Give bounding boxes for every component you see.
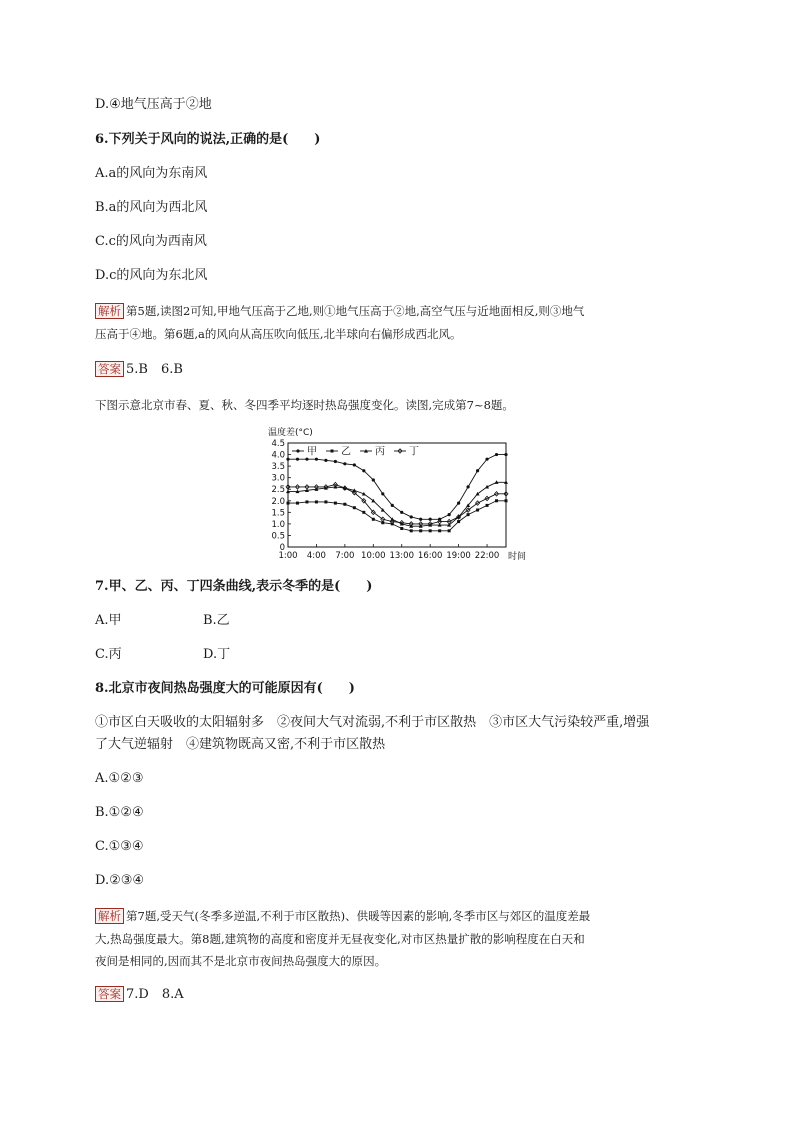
q8-stem: 8.北京市夜间热岛强度大的可能原因有( ): [95, 681, 355, 696]
q6-option-b: B.a的风向为西北风: [95, 200, 208, 215]
data-point: [372, 478, 375, 481]
data-point: [476, 469, 479, 472]
y-tick-label: 0: [279, 543, 285, 553]
q8-statement-line-2: 了大气逆辐射 ④建筑物既高又密,不利于市区散热: [95, 737, 386, 752]
data-point: [400, 511, 403, 514]
x-tick-label: 1:00: [278, 551, 298, 561]
x-tick-label: 22:00: [474, 551, 500, 561]
y-tick-label: 2.5: [271, 485, 285, 496]
y-tick-label: 4.5: [271, 439, 285, 449]
x-tick-label: 13:00: [389, 551, 414, 561]
explanation-tag: 解析: [95, 908, 124, 924]
plot-frame: [288, 443, 506, 547]
series-line: [288, 482, 506, 526]
chart-svg: [262, 424, 532, 564]
data-point: [315, 458, 318, 461]
data-point: [400, 527, 403, 530]
y-tick-label: 0.5: [271, 531, 285, 542]
explanation-2-line-2: 大,热岛强度最大。第8题,建筑物的高度和密度并无昼夜变化,对市区热量扩散的影响程度在白天和: [95, 932, 585, 946]
q8-option-a: A.①②③: [95, 771, 144, 786]
q8-option-b: B.①②④: [95, 805, 144, 820]
data-point: [438, 529, 441, 532]
x-tick-label: 19:00: [446, 551, 471, 561]
data-point: [324, 459, 327, 462]
y-tick-label: 2.0: [271, 496, 285, 507]
data-point: [419, 529, 422, 532]
legend-label: 丁: [409, 446, 419, 458]
q6-stem: 6.下列关于风向的说法,正确的是( ): [95, 132, 321, 147]
explanation-1-line-1: [95, 303, 584, 319]
q7-options-row-2: [95, 647, 231, 663]
data-point: [334, 502, 337, 505]
answer-text: 5.B 6.B: [126, 362, 183, 377]
data-point: [457, 501, 460, 504]
q7-option-c: C.丙: [95, 647, 122, 662]
series-line: [288, 501, 506, 531]
data-point: [334, 460, 337, 463]
data-point: [324, 500, 327, 503]
answer-tag: 答案: [95, 986, 124, 1002]
q7-option-b: B.乙: [203, 613, 230, 628]
data-point: [353, 463, 356, 466]
x-tick-label: 16:00: [417, 551, 443, 561]
data-point: [505, 499, 508, 502]
data-point: [362, 511, 365, 514]
data-point: [467, 513, 470, 516]
legend-marker: [331, 450, 334, 453]
data-point: [305, 500, 308, 503]
data-point: [448, 513, 451, 516]
data-point: [381, 492, 384, 495]
data-point: [429, 529, 432, 532]
data-point: [495, 499, 498, 502]
data-point: [296, 458, 299, 461]
data-point: [476, 509, 479, 512]
legend-label: 甲: [307, 446, 317, 458]
data-point: [410, 515, 413, 518]
data-point: [343, 503, 346, 506]
answer-2: [95, 986, 184, 1003]
q8-option-d: D.②③④: [95, 873, 145, 888]
data-point: [466, 485, 469, 488]
q7-option-a: A.甲: [95, 613, 122, 628]
explanation-2-line-1: [95, 908, 590, 924]
q7-options-row-1: [95, 613, 230, 629]
legend-marker: [296, 449, 299, 452]
explanation-text: 第7题,受天气(冬季多逆温,不利于市区散热)、供暖等因素的影响,冬季市区与郊区的温度差最: [126, 909, 591, 923]
series-line: [288, 485, 506, 524]
explanation-tag: 解析: [95, 303, 124, 319]
q6-option-d: D.c的风向为东北风: [95, 268, 208, 283]
data-point: [448, 529, 451, 532]
q7-option-d: D.丁: [203, 647, 231, 662]
x-tick-label: 7:00: [335, 551, 355, 561]
data-point: [305, 458, 308, 461]
x-axis-title: 时间: [508, 552, 527, 562]
y-tick-label: 3.5: [271, 462, 285, 473]
q6-option-a: A.a的风向为东南风: [95, 166, 208, 181]
data-point: [410, 529, 413, 532]
data-point: [362, 469, 365, 472]
legend-label: 丙: [375, 446, 385, 458]
data-point: [286, 458, 289, 461]
data-point: [353, 506, 356, 509]
answer-1: [95, 361, 183, 378]
data-point: [287, 502, 290, 505]
answer-tag: 答案: [95, 361, 124, 377]
y-tick-label: 4.0: [271, 450, 285, 461]
data-point: [419, 518, 422, 521]
data-point: [372, 518, 375, 521]
heat-island-chart: [262, 424, 532, 564]
data-point: [485, 458, 488, 461]
y-tick-label: 1.0: [271, 519, 285, 530]
q8-statement-line-1: ①市区白天吸收的太阳辐射多 ②夜间大气对流弱,不利于市区散热 ③市区大气污染较严重,增强: [95, 715, 650, 730]
q8-option-c: C.①③④: [95, 839, 144, 854]
y-tick-label: 1.5: [271, 508, 285, 519]
data-point: [429, 518, 432, 521]
explanation-1-line-2: 压高于④地。第6题,a的风向从高压吹向低压,北半球向右偏形成西北风。: [95, 327, 462, 341]
data-point: [315, 500, 318, 503]
y-tick-label: 3.0: [271, 473, 285, 484]
x-tick-label: 10:00: [361, 551, 386, 561]
data-point: [486, 504, 489, 507]
q7-stem: 7.甲、乙、丙、丁四条曲线,表示冬季的是( ): [95, 579, 373, 594]
data-point: [495, 453, 498, 456]
data-point: [343, 462, 346, 465]
explanation-text: 第5题,读图2可知,甲地气压高于乙地,则①地气压高于②地,高空气压与近地面相反,则③地气: [126, 304, 585, 318]
q5-option-d: D.④地气压高于②地: [95, 97, 212, 112]
q6-option-c: C.c的风向为西南风: [95, 234, 207, 249]
data-point: [391, 504, 394, 507]
x-tick-label: 4:00: [306, 551, 326, 561]
y-axis-title: 温度差(°C): [268, 428, 313, 438]
legend-label: 乙: [341, 446, 351, 458]
explanation-2-line-3: 夜间是相同的,因而其不是北京市夜间热岛强度大的原因。: [95, 954, 387, 968]
data-point: [504, 453, 507, 456]
data-point: [296, 502, 299, 505]
material-intro: 下图示意北京市春、夏、秋、冬四季平均逐时热岛强度变化。读图,完成第7~8题。: [95, 398, 514, 412]
answer-text: 7.D 8.A: [126, 987, 184, 1002]
data-point: [457, 520, 460, 523]
